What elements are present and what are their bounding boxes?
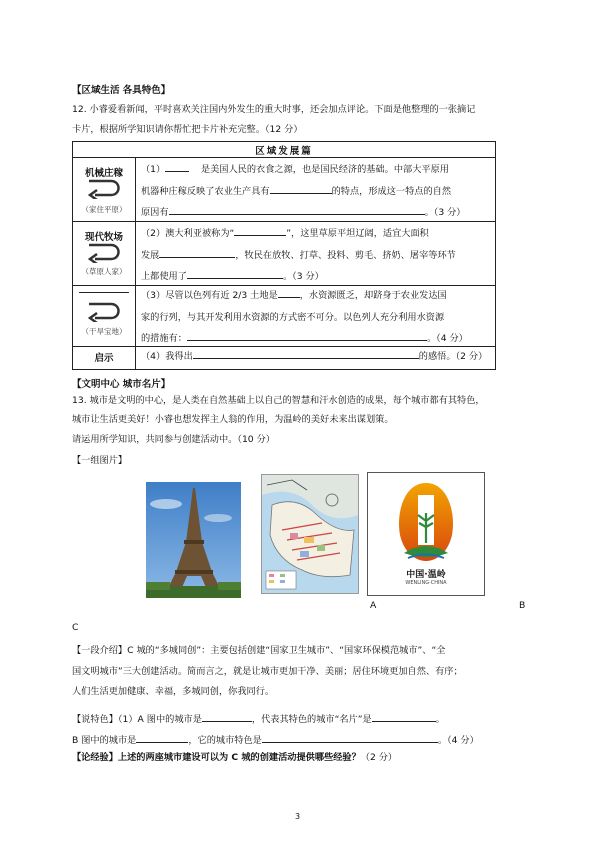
city-logo-image: [367, 472, 485, 596]
section-title-civilization: 【文明中心 城市名片】: [72, 379, 171, 390]
pics-label: 【一组图片】: [72, 455, 128, 466]
intro-line3: 人们生活更加健康、幸福，多城同创，你我同行。: [72, 686, 275, 697]
q12-line1: 12. 小睿爱看新闻，平时喜欢关注国内外发生的重大时事，还会加点评论。下面是他整理的一张摘记: [72, 104, 476, 115]
row3-text: （3）尽管以色列有近 2/3 土地是 ，水资源匮乏，却跻身于农业发达国 家的行列，与其开发利用水资源的方式密不可分。以色列人充分利用水资源 的措施有： 。（4 分）: [141, 285, 468, 350]
row4-label: 启示: [94, 353, 114, 364]
curved-arrow-icon: [85, 241, 123, 263]
q13-line2: 城市让生活更美好！小睿也想发挥主人翁的作用，为温岭的美好未来出谋划策。: [72, 414, 394, 425]
summary-card-table: [72, 141, 496, 370]
eiffel-tower-image: [146, 482, 241, 598]
feature-line2: B 图中的城市是 ，它的城市特色是 。（4 分）: [72, 730, 479, 747]
row2-text: （2）澳大利亚被称为“ ”，这里草原平坦辽阔，适宜大面积 发展 ，牧民在放牧、打草、投料、剪毛、挤奶、屠宰等环节 上都使用了 。（3 分）: [141, 223, 456, 288]
page-number: 3: [294, 812, 301, 821]
row3-label-blank: [79, 292, 129, 293]
q13-line3: 请运用所学知识，共同参与创建活动中。（10 分）: [72, 434, 275, 445]
q12-line2: 卡片，根据所学知识请你帮忙把卡片补充完整。（12 分）: [72, 124, 303, 135]
table-header: 区域发展篇: [255, 146, 313, 157]
logo-text: 中国·温岭: [406, 570, 446, 580]
row2-sub: （草原人家）: [81, 267, 127, 276]
city-map-image: [261, 474, 359, 594]
q13-line1: 13. 城市是文明的中心，是人类在自然基础上以自己的智慧和汗水创造的成果，每个城市都有其特色，: [72, 395, 485, 406]
row1-sub: （家住平原）: [81, 205, 127, 214]
row3-sub: （干旱宝地）: [81, 327, 127, 336]
row1-label: 机械庄稼: [84, 168, 123, 179]
label-c: C: [72, 622, 79, 633]
curved-arrow-icon: [85, 300, 123, 322]
section-title-regional-life: 【区域生活 各具特色】: [72, 85, 171, 96]
row2-label: 现代牧场: [84, 232, 123, 243]
logo-subtext: WENLING·CHINA: [405, 580, 447, 586]
intro-line1: 【一段介绍】C 城的“多城同创”：主要包括创建“国家卫生城市”、“国家环保模范城市”、“全: [72, 645, 446, 656]
curved-arrow-icon: [85, 177, 123, 199]
intro-line2: 国文明城市”三大创建活动。简而言之，就是让城市更加干净、美丽；居住环境更加自然、有序；: [72, 666, 463, 677]
label-a: A: [370, 600, 377, 611]
label-b: B: [519, 600, 526, 611]
row1-text: （1） 是美国人民的衣食之源，也是国民经济的基础。中部大平原用 机器种庄稼反映了农业生产具有 的特点，形成这一特点的自然 原因有 。（3 分）: [141, 159, 465, 224]
feature-line1: 【说特色】（1）A 图中的城市是 ，代表其特色的城市“名片”是 。: [72, 709, 445, 726]
row4-text: （4）我得出 的感悟。（2 分）: [141, 346, 487, 368]
experience-question: 【论经验】上述的两座城市建设可以为 C 城的创建活动提供哪些经验？（2 分）: [72, 752, 398, 763]
